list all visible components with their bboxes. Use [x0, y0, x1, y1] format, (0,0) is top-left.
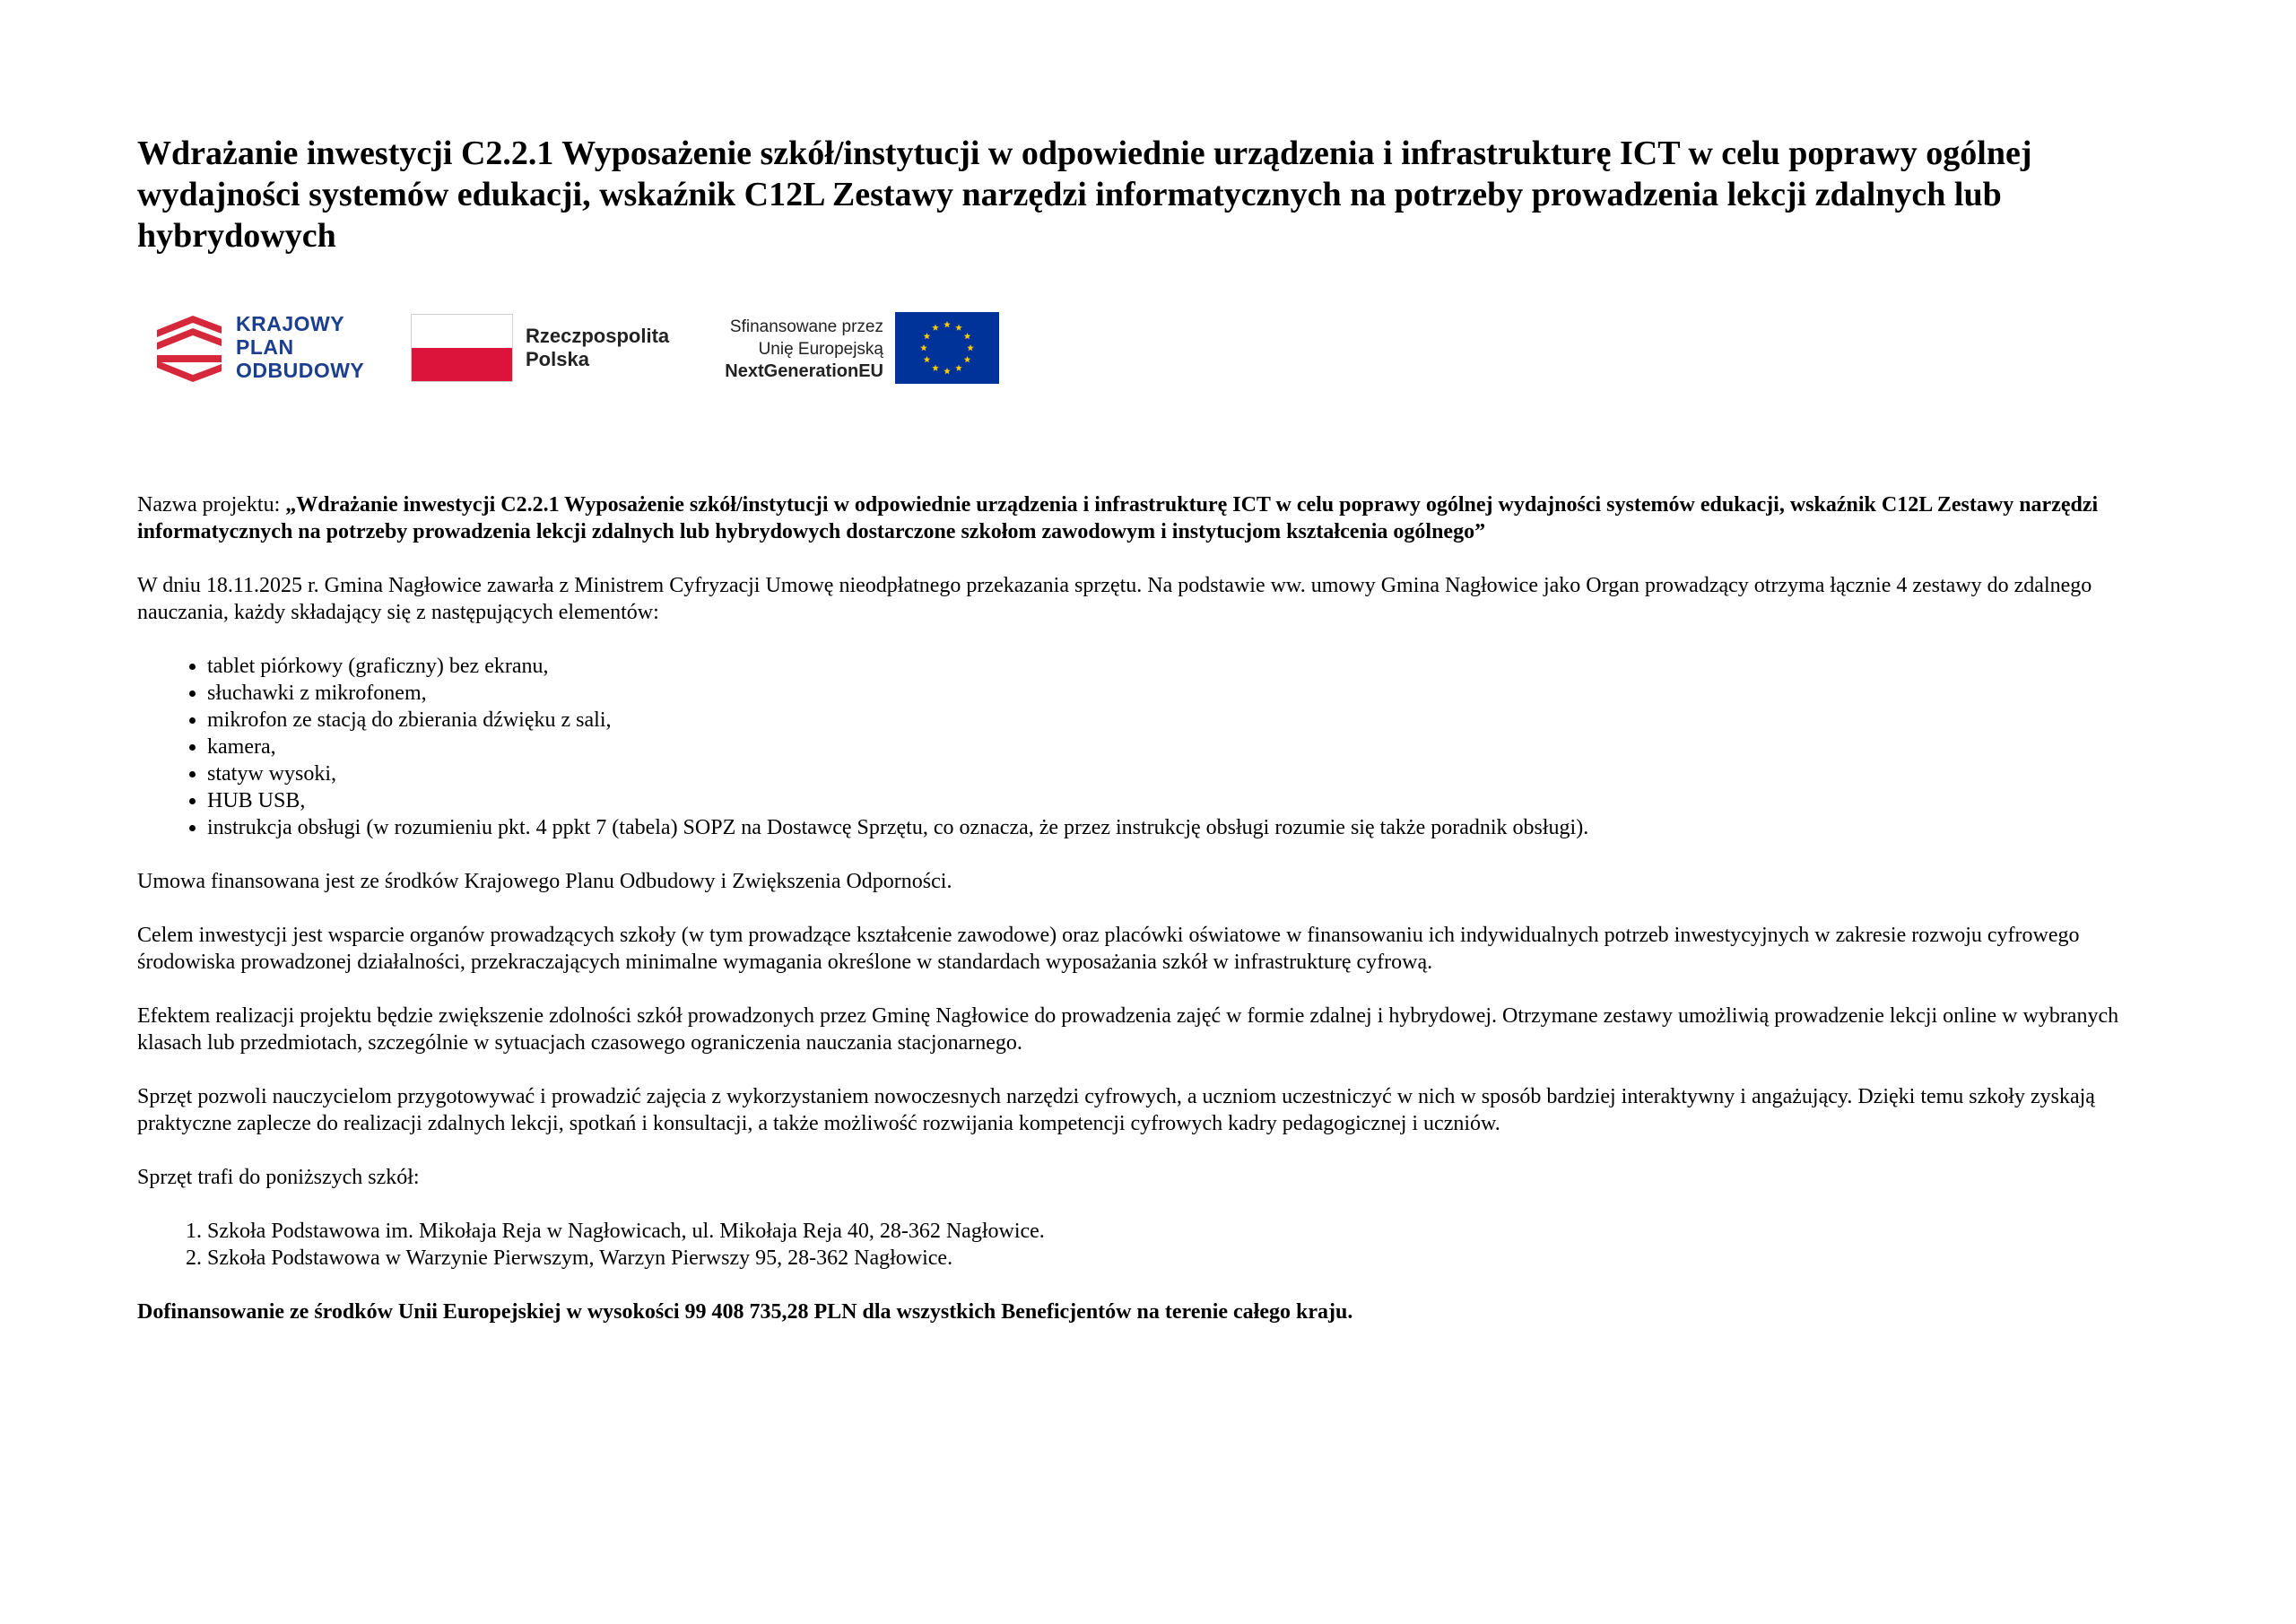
project-paragraph: [137, 491, 2173, 545]
intro-paragraph: W dniu 18.11.2025 r. Gmina Nagłowice zawarła z Ministrem Cyfryzacji Umowę nieodpłatnego przekazania sprzętu. Na podstawie ww. umowy Gmina Nagłowice jako Organ prowadzący otrzyma łącznie 4 zestawy do zdalnego nauczania, każdy składający się z następujących elementów:: [137, 574, 2092, 624]
kpo-line-1: KRAJOWY: [236, 312, 345, 335]
kpo-emblem-icon: [157, 314, 229, 386]
goal-paragraph: Celem inwestycji jest wsparcie organów prowadzących szkoły (w tym prowadzące kształcenie zawodowe) oraz placówki oświatowe w finansowaniu ich indywidualnych potrzeb inwestycyjnych w zakresie rozwoju cyfrowego środowiska prowadzonej działalności, przekraczających minimalne wymagania określone w standardach wyposażania szkół w infrastrukturę cyfrową.: [137, 924, 2080, 974]
eu-line-3: NextGenerationEU: [725, 361, 883, 381]
rp-line-2: Polska: [526, 348, 589, 370]
project-label: Nazwa projektu:: [137, 493, 286, 517]
funding-paragraph: Umowa finansowana jest ze środków Krajowego Planu Odbudowy i Zwiększenia Odporności.: [137, 870, 952, 893]
list-item: 2. Szkoła Podstawowa w Warzynie Pierwszym, Warzyn Pierwszy 95, 28-362 Nagłowice.: [207, 1245, 2173, 1272]
kpo-line-2: PLAN: [236, 335, 294, 359]
logo-strip: [157, 312, 1009, 387]
list-item: • HUB USB,: [207, 787, 2173, 814]
poland-flag-icon: [411, 314, 513, 382]
eu-flag-icon: [895, 312, 999, 384]
list-item: • instrukcja obsługi (w rozumieniu pkt. 4 ppkt 7 (tabela) SOPZ na Dostawcę Sprzętu, co oznacza, że przez instrukcję obsługi rozumie się także poradnik obsługi).: [207, 814, 2173, 841]
rp-line-1: Rzeczpospolita: [526, 325, 670, 347]
kpo-line-3: ODBUDOWY: [236, 359, 365, 382]
project-name: „Wdrażanie inwestycji C2.2.1 Wyposażenie szkół/instytucji w odpowiednie urządzenia i infrastrukturę ICT w celu poprawy ogólnej wydajności systemów edukacji, wskaźnik C12L Zestawy narzędzi informatycznych na potrzeby prowadzenia lekcji zdalnych lub hybrydowych dostarczone szkołom zawodowym i instytucjom kształcenia ogólnego”: [137, 493, 2099, 543]
document-body: [137, 491, 2173, 1352]
effect-paragraph: Efektem realizacji projektu będzie zwiększenie zdolności szkół prowadzonych przez Gminę Nagłowice do prowadzenia zajęć w formie zdalnej i hybrydowej. Otrzymane zestawy umożliwią prowadzenie lekcji online w wybranych klasach lub przedmiotach, szczególnie w sytuacjach czasowego ograniczenia nauczania stacjonarnego.: [137, 1004, 2119, 1055]
eu-logo: [704, 312, 1009, 387]
page-title: Wdrażanie inwestycji C2.2.1 Wyposażenie szkół/instytucji w odpowiednie urządzenia i infrastrukturę ICT w celu poprawy ogólnej wydajności systemów edukacji, wskaźnik C12L Zestawy narzędzi informatycznych na potrzeby prowadzenia lekcji zdalnych lub hybrydowych: [137, 135, 2032, 255]
list-item: • słuchawki z mikrofonem,: [207, 680, 2173, 707]
list-item: • kamera,: [207, 734, 2173, 760]
schools-list: [137, 1218, 2173, 1272]
equipment-list: [137, 653, 2173, 841]
list-item: • mikrofon ze stacją do zbierania dźwięku z sali,: [207, 707, 2173, 734]
eu-line-1: Sfinansowane przez: [729, 317, 883, 336]
list-item: • tablet piórkowy (graficzny) bez ekranu,: [207, 653, 2173, 680]
equipment-paragraph: Sprzęt pozwoli nauczycielom przygotowywać i prowadzić zajęcia z wykorzystaniem nowoczesnych narzędzi cyfrowych, a uczniom uczestniczyć w nich w sposób bardziej interaktywny i angażujący. Dzięki temu szkoły zyskają praktyczne zaplecze do realizacji zdalnych lekcji, spotkań i konsultacji, a także możliwość rozwijania kompetencji cyfrowych kadry pedagogicznej i uczniów.: [137, 1085, 2095, 1135]
eu-funding-paragraph: Dofinansowanie ze środków Unii Europejskiej w wysokości 99 408 735,28 PLN dla wszystkich Beneficjentów na terenie całego kraju.: [137, 1300, 1353, 1324]
list-item: 1. Szkoła Podstawowa im. Mikołaja Reja w Nagłowicach, ul. Mikołaja Reja 40, 28-362 Nagłowice.: [207, 1218, 2173, 1245]
kpo-logo: [157, 312, 390, 387]
schools-intro: Sprzęt trafi do poniższych szkół:: [137, 1166, 420, 1189]
eu-line-2: Unię Europejską: [758, 340, 883, 359]
rp-logo: [411, 312, 680, 387]
list-item: • statyw wysoki,: [207, 760, 2173, 787]
